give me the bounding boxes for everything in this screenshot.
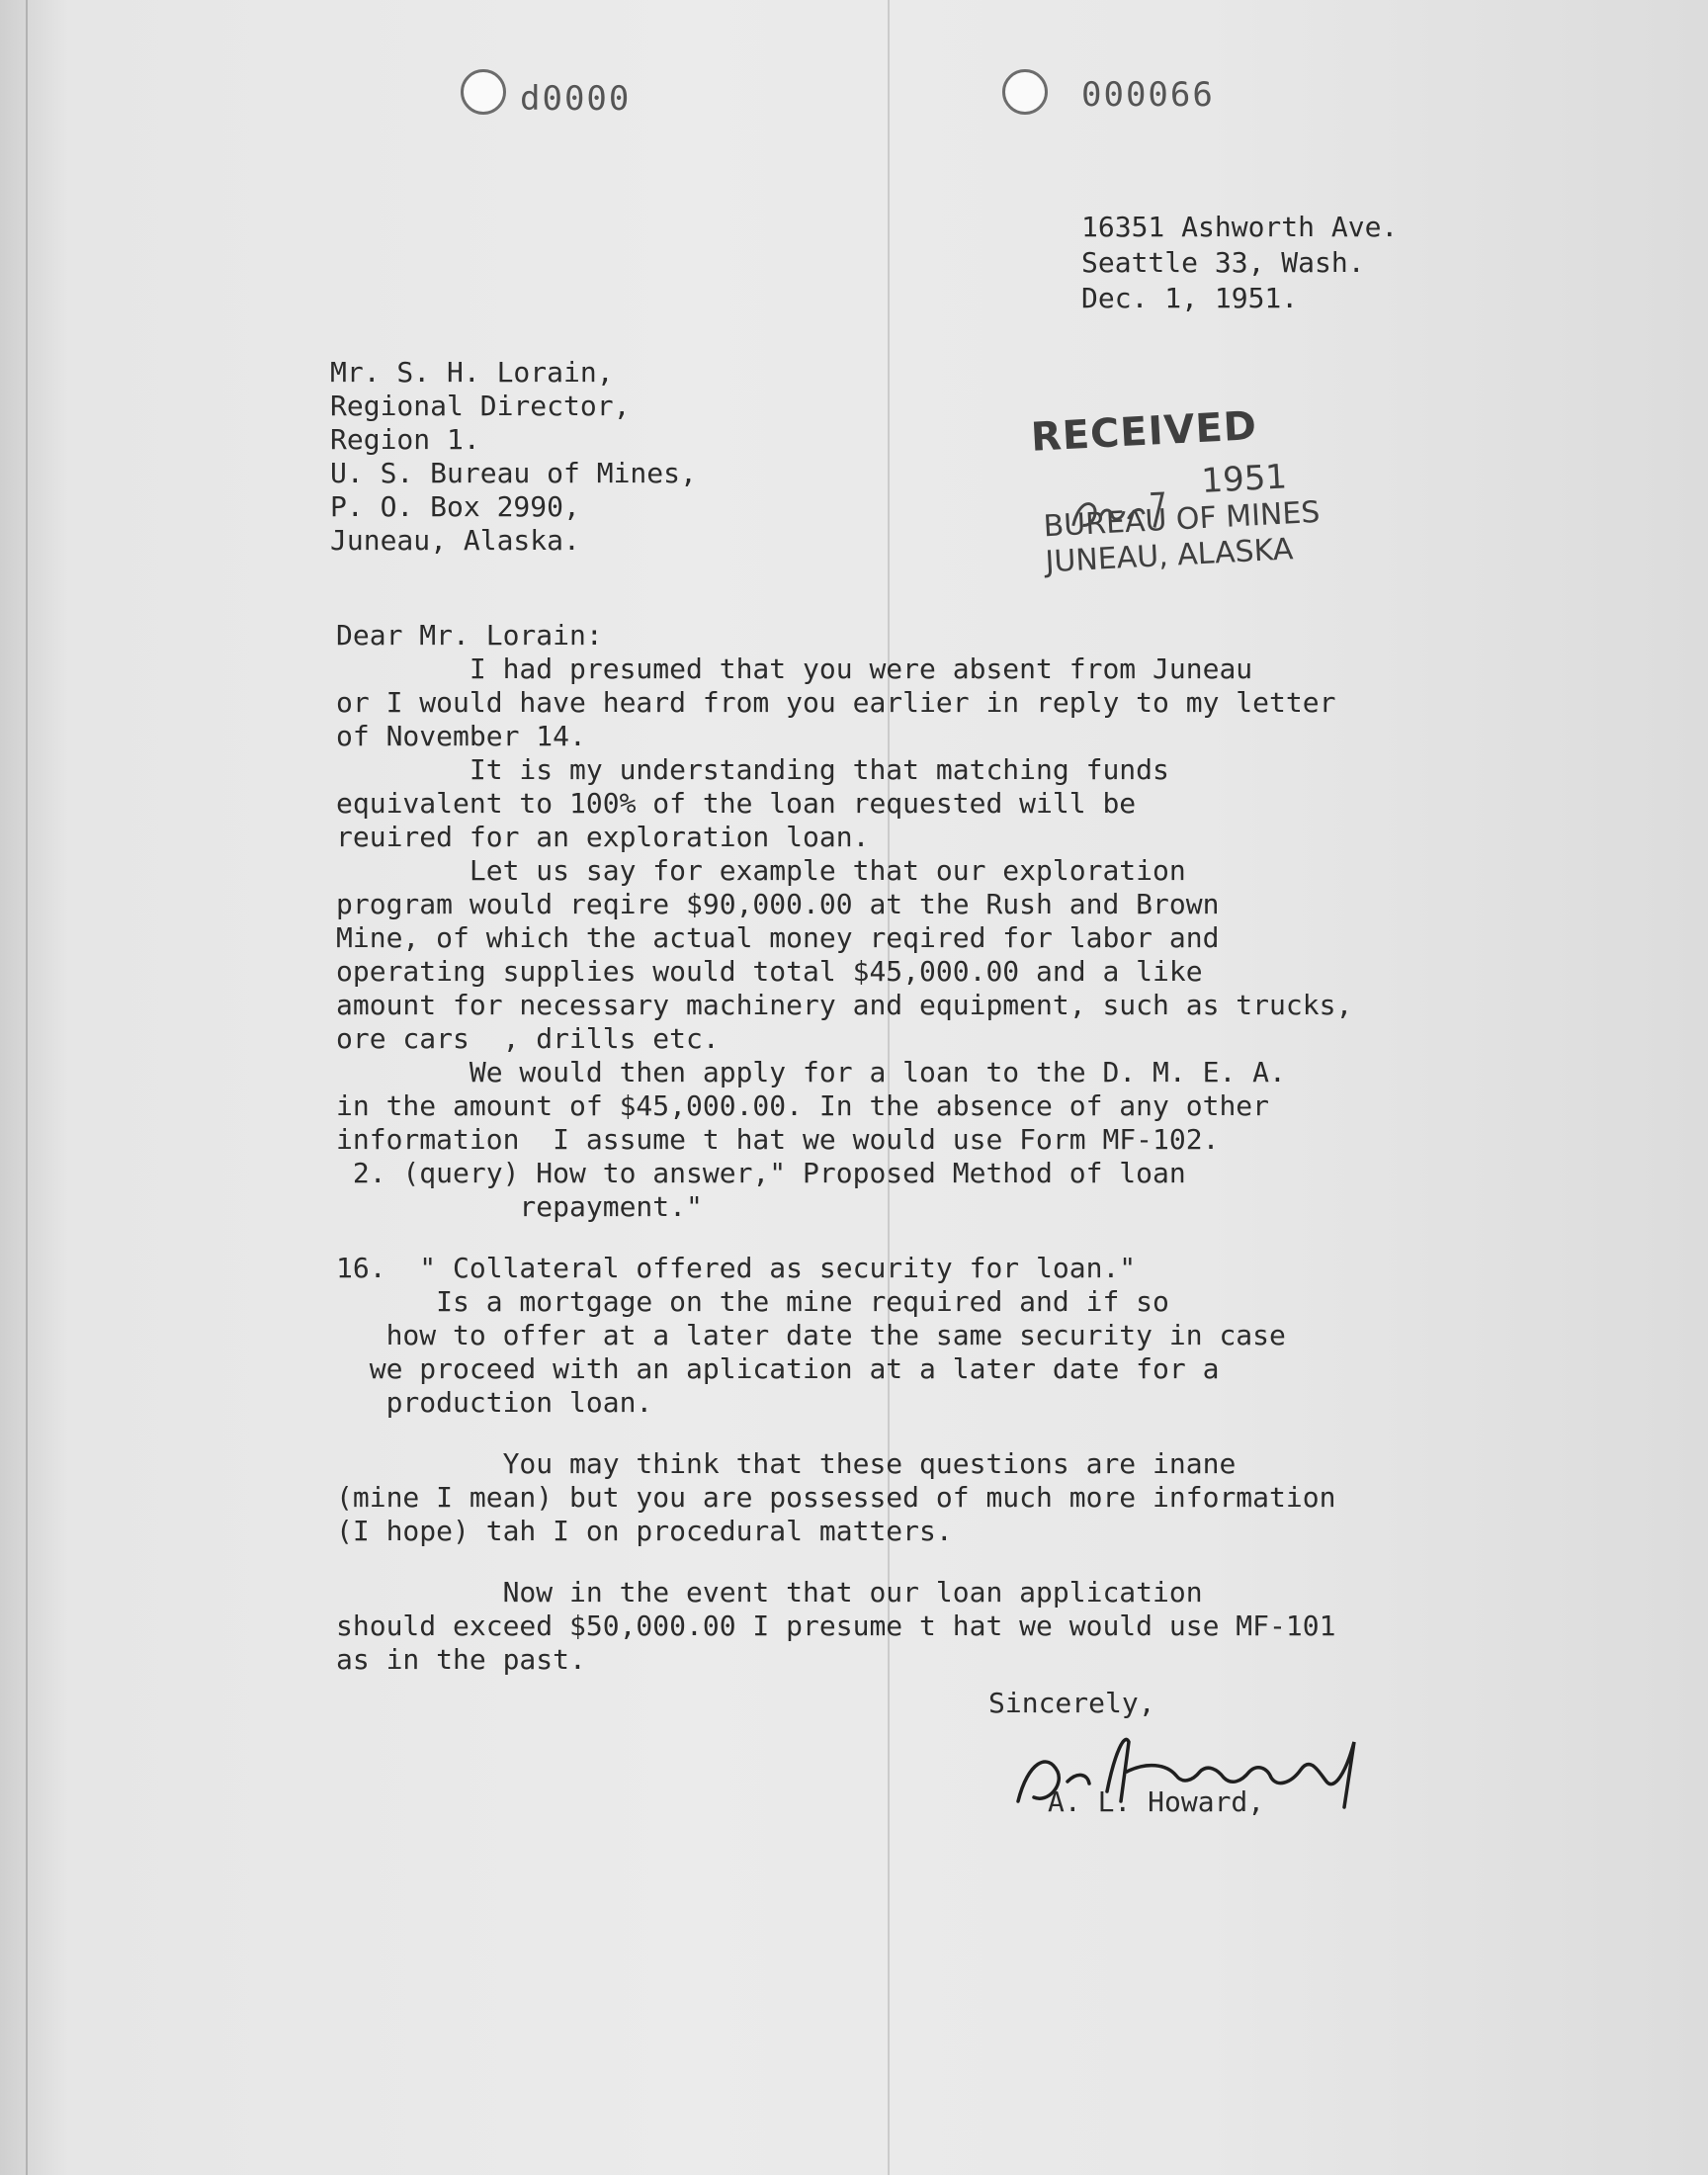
received-stamp-year: 1951 (1200, 457, 1289, 501)
mf101-line: Now in the event that our loan application (336, 1576, 1203, 1609)
recipient-block (330, 356, 697, 558)
body-line: We would then apply for a loan to the D. M. E. A. (336, 1056, 1286, 1088)
letter-date: Dec. 1, 1951. (1081, 282, 1299, 314)
paragraph-gap (336, 1420, 1552, 1447)
body-line: equivalent to 100% of the loan requested will be (336, 787, 1137, 820)
recipient-line: Region 1. (330, 423, 480, 456)
paragraph-gap (336, 1548, 1552, 1576)
recipient-line: P. O. Box 2990, (330, 490, 580, 523)
body-line: repayment." (336, 1190, 703, 1223)
received-stamp-handwritten-date (1064, 482, 1184, 538)
body-line: operating supplies would total $45,000.00 and a like (336, 955, 1203, 988)
recipient-line: U. S. Bureau of Mines, (330, 457, 697, 489)
section16-line: how to offer at a later date the same security in case (336, 1319, 1286, 1351)
valediction: Sincerely, (988, 1687, 1155, 1719)
recipient-line: Regional Director, (330, 390, 631, 422)
sender-address (1081, 210, 1398, 316)
punch-hole-left (461, 69, 506, 115)
body-line: or I would have heard from you earlier in reply to my letter (336, 686, 1336, 719)
margin-line (26, 0, 28, 2175)
sender-city: Seattle 33, Wash. (1081, 246, 1365, 279)
body-line: 2. (query) How to answer," Proposed Method of loan (336, 1157, 1186, 1189)
recipient-line: Mr. S. H. Lorain, (330, 356, 614, 389)
body-line: information I assume t hat we would use Form MF-102. (336, 1123, 1220, 1156)
paragraph-gap (336, 1224, 1552, 1252)
punch-hole-right (1002, 69, 1048, 115)
letter-body (336, 619, 1552, 1677)
body-line: amount for necessary machinery and equipment, such as trucks, (336, 989, 1353, 1021)
body-line: of November 14. (336, 720, 586, 752)
section16-line: Is a mortgage on the mine required and if so (336, 1285, 1169, 1318)
signer-name: A. L. Howard, (1048, 1785, 1265, 1818)
mf101-line: should exceed $50,000.00 I presume t hat we would use MF-101 (336, 1610, 1336, 1642)
section16-line: 16. " Collateral offered as security for loan." (336, 1252, 1137, 1284)
sender-street: 16351 Ashworth Ave. (1081, 211, 1399, 243)
body-line: program would reqire $90,000.00 at the Rush and Brown (336, 888, 1220, 920)
body-line: in the amount of $45,000.00. In the absence of any other (336, 1089, 1270, 1122)
mf101-line: as in the past. (336, 1643, 586, 1676)
received-stamp-place: JUNEAU, ALASKA (1044, 532, 1295, 580)
received-stamp (1030, 399, 1334, 580)
recipient-line: Juneau, Alaska. (330, 524, 580, 557)
salutation: Dear Mr. Lorain: (336, 619, 603, 652)
received-stamp-org: BUREAU OF MINES (1042, 494, 1322, 545)
body-line: reuired for an exploration loan. (336, 821, 870, 853)
body-line: Mine, of which the actual money reqired for labor and (336, 921, 1220, 954)
questions-line: (I hope) tah I on procedural matters. (336, 1515, 953, 1547)
body-line: I had presumed that you were absent from Juneau (336, 652, 1253, 685)
section16-line: production loan. (336, 1386, 653, 1419)
questions-line: You may think that these questions are inane (336, 1447, 1237, 1480)
received-stamp-title: RECEIVED (1029, 402, 1259, 461)
file-stamp-left: d0000 (520, 79, 632, 119)
body-line: It is my understanding that matching funds (336, 753, 1169, 786)
section16-line: we proceed with an aplication at a later date for a (336, 1352, 1220, 1385)
questions-line: (mine I mean) but you are possessed of much more information (336, 1481, 1336, 1514)
body-line: Let us say for example that our exploration (336, 854, 1186, 887)
file-stamp-right: 000066 (1081, 75, 1215, 115)
body-line: ore cars , drills etc. (336, 1022, 720, 1055)
